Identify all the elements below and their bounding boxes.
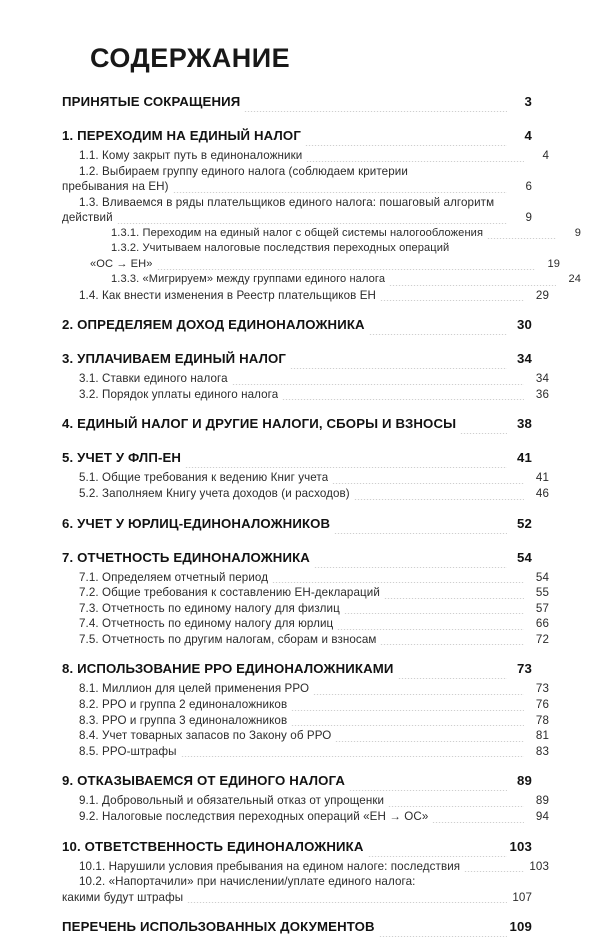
dot-leader <box>349 790 507 791</box>
dot-leader <box>432 822 524 823</box>
toc-entry-page-number: 73 <box>517 661 532 677</box>
toc-entry-label: 1.1. Кому закрыт путь в единоналожники <box>79 149 303 162</box>
dot-leader <box>244 111 507 112</box>
dot-leader <box>117 223 507 224</box>
toc-entry-page-number: 66 <box>535 617 549 631</box>
toc-entry-level-2[interactable] <box>79 682 549 698</box>
toc-entry-label: 2. ОПРЕДЕЛЯЕМ ДОХОД ЕДИНОНАЛОЖНИКА <box>62 317 365 333</box>
dot-leader <box>335 741 524 742</box>
toc-entry-level-2[interactable] <box>62 891 532 907</box>
toc-entry-level-2[interactable] <box>79 571 549 587</box>
toc-entry-page-number: 107 <box>512 890 532 904</box>
toc-entry-label: какими будут штрафы <box>62 890 184 904</box>
toc-entry-level-2[interactable] <box>62 211 532 227</box>
dot-leader <box>305 145 507 146</box>
toc-entry-level-2[interactable] <box>79 388 549 404</box>
dot-leader <box>368 856 507 857</box>
toc-entry-page-number: 78 <box>535 713 549 727</box>
toc-entry-level-2[interactable] <box>79 633 549 649</box>
toc-entry-level-2[interactable] <box>79 875 549 891</box>
dot-leader <box>389 285 556 286</box>
toc-entry-label: 7.1. Определяем отчетный период <box>79 570 269 584</box>
toc-entry-label: 8.5. РРО-штрафы <box>79 744 177 758</box>
dot-leader <box>380 300 524 301</box>
toc-entry-level-2[interactable] <box>79 586 549 602</box>
toc-entry-level-1[interactable] <box>62 450 532 471</box>
toc-entry-level-2[interactable] <box>62 180 532 196</box>
toc-entry-level-2[interactable] <box>79 372 549 388</box>
toc-entry-label: 3. УПЛАЧИВАЕМ ЕДИНЫЙ НАЛОГ <box>62 351 287 367</box>
toc-entry-page-number: 4 <box>542 149 549 162</box>
dot-leader <box>290 368 507 369</box>
toc-entry-label: 5. УЧЕТ У ФЛП-ЕН <box>62 450 182 466</box>
toc-entry-label: 1.3. Вливаемся в ряды плательщиков единого налога: пошаговый алгоритм <box>79 195 495 209</box>
dot-leader <box>272 582 524 583</box>
toc-entry-label: 10. ОТВЕТСТВЕННОСТЬ ЕДИНОНАЛОЖНИКА <box>62 838 364 854</box>
dot-leader <box>291 710 524 711</box>
toc-entry-level-3[interactable] <box>90 258 560 273</box>
toc-entry-page-number: 72 <box>535 632 549 646</box>
toc-entry-level-2[interactable] <box>79 471 549 487</box>
toc-entry-page-number: 46 <box>535 486 549 500</box>
toc-entry-level-1[interactable] <box>62 94 532 115</box>
toc-entry-level-3[interactable] <box>111 227 581 242</box>
dot-leader <box>334 533 507 534</box>
toc-entry-label: 1.3.3. «Мигрируем» между группами единого налога <box>111 273 386 286</box>
toc-entry-level-2[interactable] <box>79 714 549 730</box>
toc-entry-label: 1.3.2. Учитываем налоговые последствия переходных операций <box>111 242 450 255</box>
toc-entry-page-number: 34 <box>517 351 532 367</box>
table-of-contents <box>62 94 581 940</box>
toc-entry-label: ПРИНЯТЫЕ СОКРАЩЕНИЯ <box>62 94 241 109</box>
toc-entry-page-number: 41 <box>535 471 549 485</box>
toc-entry-level-2[interactable] <box>79 617 549 633</box>
section-spacer <box>62 403 532 416</box>
toc-entry-label: 6. УЧЕТ У ЮРЛИЦ-ЕДИНОНАЛОЖНИКОВ <box>62 515 331 531</box>
toc-entry-label: действий <box>62 211 113 225</box>
toc-entry-label: 5.2. Заполняем Книгу учета доходов (и расходов) <box>79 486 350 500</box>
toc-entry-page-number: 38 <box>517 416 532 432</box>
toc-entry-level-1[interactable] <box>62 516 532 537</box>
toc-entry-label: 3.2. Порядок уплаты единого налога <box>79 387 279 401</box>
dot-leader <box>398 678 507 679</box>
toc-entry-label: 7.3. Отчетность по единому налогу для физлиц <box>79 601 340 615</box>
toc-entry-level-2[interactable] <box>79 487 549 503</box>
dot-leader <box>313 694 524 695</box>
section-spacer <box>62 338 532 351</box>
section-spacer <box>62 906 532 919</box>
toc-entry-label: 8. ИСПОЛЬЗОВАНИЕ РРО ЕДИНОНАЛОЖНИКАМИ <box>62 661 394 677</box>
toc-entry-label: 4. ЕДИНЫЙ НАЛОГ И ДРУГИЕ НАЛОГИ, СБОРЫ И ВЗНОСЫ <box>62 416 457 432</box>
toc-entry-page-number: 89 <box>535 794 549 808</box>
dot-leader <box>282 399 524 400</box>
toc-entry-label: 1.4. Как внести изменения в Реестр плательщиков ЕН <box>79 288 377 302</box>
dot-leader <box>291 725 524 726</box>
toc-entry-page-number: 6 <box>525 180 532 194</box>
section-spacer <box>62 437 532 450</box>
toc-entry-level-1[interactable] <box>62 317 532 338</box>
toc-entry-page-number: 36 <box>535 387 549 401</box>
dot-leader <box>344 613 524 614</box>
toc-entry-page-number: 9 <box>574 226 581 239</box>
toc-entry-page-number: 109 <box>509 919 532 935</box>
toc-entry-level-1[interactable] <box>62 919 532 940</box>
toc-entry-label: 7.2. Общие требования к составлению ЕН-деклараций <box>79 586 380 600</box>
toc-entry-label: 1.2. Выбираем группу единого налога (соблюдаем критерии <box>79 164 408 178</box>
toc-entry-page-number: 103 <box>529 859 549 873</box>
toc-entry-level-2[interactable] <box>79 810 549 826</box>
dot-leader <box>337 629 524 630</box>
toc-entry-level-2[interactable] <box>79 165 549 181</box>
toc-entry-label: 5.1. Общие требования к ведению Книг учета <box>79 471 329 485</box>
toc-entry-level-2[interactable] <box>79 196 549 212</box>
toc-entry-page-number: 83 <box>535 744 549 758</box>
toc-entry-page-number: 76 <box>535 698 549 712</box>
section-spacer <box>62 648 532 661</box>
toc-entry-level-2[interactable] <box>79 289 549 305</box>
dot-leader <box>314 567 507 568</box>
toc-entry-page-number: 81 <box>535 729 549 743</box>
toc-entry-page-number: 30 <box>517 317 532 333</box>
toc-entry-page-number: 34 <box>535 372 549 386</box>
section-spacer <box>62 304 532 317</box>
toc-entry-page-number: 55 <box>535 586 549 600</box>
dot-leader <box>369 334 507 335</box>
toc-entry-label: «ОС → ЕН» <box>90 257 153 270</box>
toc-entry-label: 7.4. Отчетность по единому налогу для юрлиц <box>79 617 334 631</box>
toc-entry-level-2[interactable] <box>79 745 549 761</box>
toc-entry-page-number: 94 <box>535 810 549 824</box>
toc-entry-level-1[interactable] <box>62 773 532 794</box>
section-spacer <box>62 826 532 839</box>
dot-leader <box>464 871 524 872</box>
dot-leader <box>332 483 524 484</box>
toc-entry-page-number: 4 <box>524 128 532 143</box>
toc-entry-level-2[interactable] <box>79 794 549 810</box>
dot-leader <box>306 161 524 162</box>
dot-leader <box>181 756 524 757</box>
toc-entry-label: 7.5. Отчетность по другим налогам, сборам и взносам <box>79 632 377 646</box>
toc-entry-page-number: 41 <box>517 450 532 466</box>
toc-entry-page-number: 103 <box>509 838 532 854</box>
toc-entry-page-number: 89 <box>517 773 532 789</box>
dot-leader <box>354 499 524 500</box>
page-title: СОДЕРЖАНИЕ <box>90 43 291 73</box>
toc-entry-label: 1. ПЕРЕХОДИМ НА ЕДИНЫЙ НАЛОГ <box>62 128 301 143</box>
dot-leader <box>380 644 524 645</box>
toc-entry-label: 10.1. Нарушили условия пребывания на едином налоге: последствия <box>79 859 461 873</box>
toc-entry-level-3[interactable] <box>111 273 581 288</box>
dot-leader <box>232 384 524 385</box>
toc-entry-level-1[interactable] <box>62 416 532 437</box>
toc-entry-label: 8.1. Миллион для целей применения РРО <box>79 682 310 696</box>
toc-entry-label: 8.3. РРО и группа 3 единоналожников <box>79 713 288 727</box>
dot-leader <box>187 902 507 903</box>
toc-entry-page-number: 9 <box>525 211 532 225</box>
dot-leader <box>388 806 524 807</box>
toc-entry-page-number: 54 <box>535 570 549 584</box>
dot-leader <box>379 936 507 937</box>
toc-entry-level-1[interactable] <box>62 351 532 372</box>
toc-entry-level-2[interactable] <box>79 729 549 745</box>
dot-leader <box>487 238 556 239</box>
toc-entry-level-3[interactable] <box>111 242 581 257</box>
toc-entry-level-2[interactable] <box>79 698 549 714</box>
toc-entry-page-number: 3 <box>524 94 532 109</box>
toc-entry-label: 9. ОТКАЗЫВАЕМСЯ ОТ ЕДИНОГО НАЛОГА <box>62 773 346 789</box>
toc-entry-label: 9.2. Налоговые последствия переходных операций «ЕН → ОС» <box>79 810 429 824</box>
toc-entry-label: пребывания на ЕН) <box>62 180 169 194</box>
toc-entry-label: ПЕРЕЧЕНЬ ИСПОЛЬЗОВАННЫХ ДОКУМЕНТОВ <box>62 919 375 935</box>
toc-entry-page-number: 19 <box>547 257 560 270</box>
dot-leader <box>460 433 507 434</box>
section-spacer <box>62 537 532 550</box>
toc-entry-label: 8.2. РРО и группа 2 единоналожников <box>79 698 288 712</box>
toc-entry-page-number: 73 <box>535 682 549 696</box>
dot-leader <box>384 598 524 599</box>
toc-entry-page-number: 54 <box>517 549 532 565</box>
toc-entry-label: 8.4. Учет товарных запасов по Закону об РРО <box>79 729 332 743</box>
toc-entry-level-2[interactable] <box>79 602 549 618</box>
dot-leader <box>173 192 507 193</box>
toc-entry-label: 3.1. Ставки единого налога <box>79 372 228 386</box>
toc-entry-level-1[interactable] <box>62 128 532 149</box>
toc-entry-level-2[interactable] <box>79 149 549 165</box>
toc-entry-label: 1.3.1. Переходим на единый налог с общей системы налогообложения <box>111 226 484 239</box>
toc-entry-level-2[interactable] <box>79 860 549 876</box>
toc-entry-page-number: 29 <box>535 288 549 302</box>
toc-entry-page-number: 52 <box>517 515 532 531</box>
toc-entry-page-number: 57 <box>535 601 549 615</box>
section-spacer <box>62 503 532 516</box>
section-spacer <box>62 115 532 128</box>
toc-entry-level-1[interactable] <box>62 661 532 682</box>
section-spacer <box>62 760 532 773</box>
toc-entry-label: 10.2. «Напортачили» при начислении/уплате единого налога: <box>79 875 416 889</box>
toc-entry-label: 7. ОТЧЕТНОСТЬ ЕДИНОНАЛОЖНИКА <box>62 549 310 565</box>
dot-leader <box>185 467 507 468</box>
toc-entry-level-1[interactable] <box>62 839 532 860</box>
dot-leader <box>157 269 535 270</box>
toc-entry-level-1[interactable] <box>62 550 532 571</box>
toc-entry-page-number: 24 <box>568 273 581 286</box>
toc-entry-label: 9.1. Добровольный и обязательный отказ от упрощенки <box>79 794 385 808</box>
